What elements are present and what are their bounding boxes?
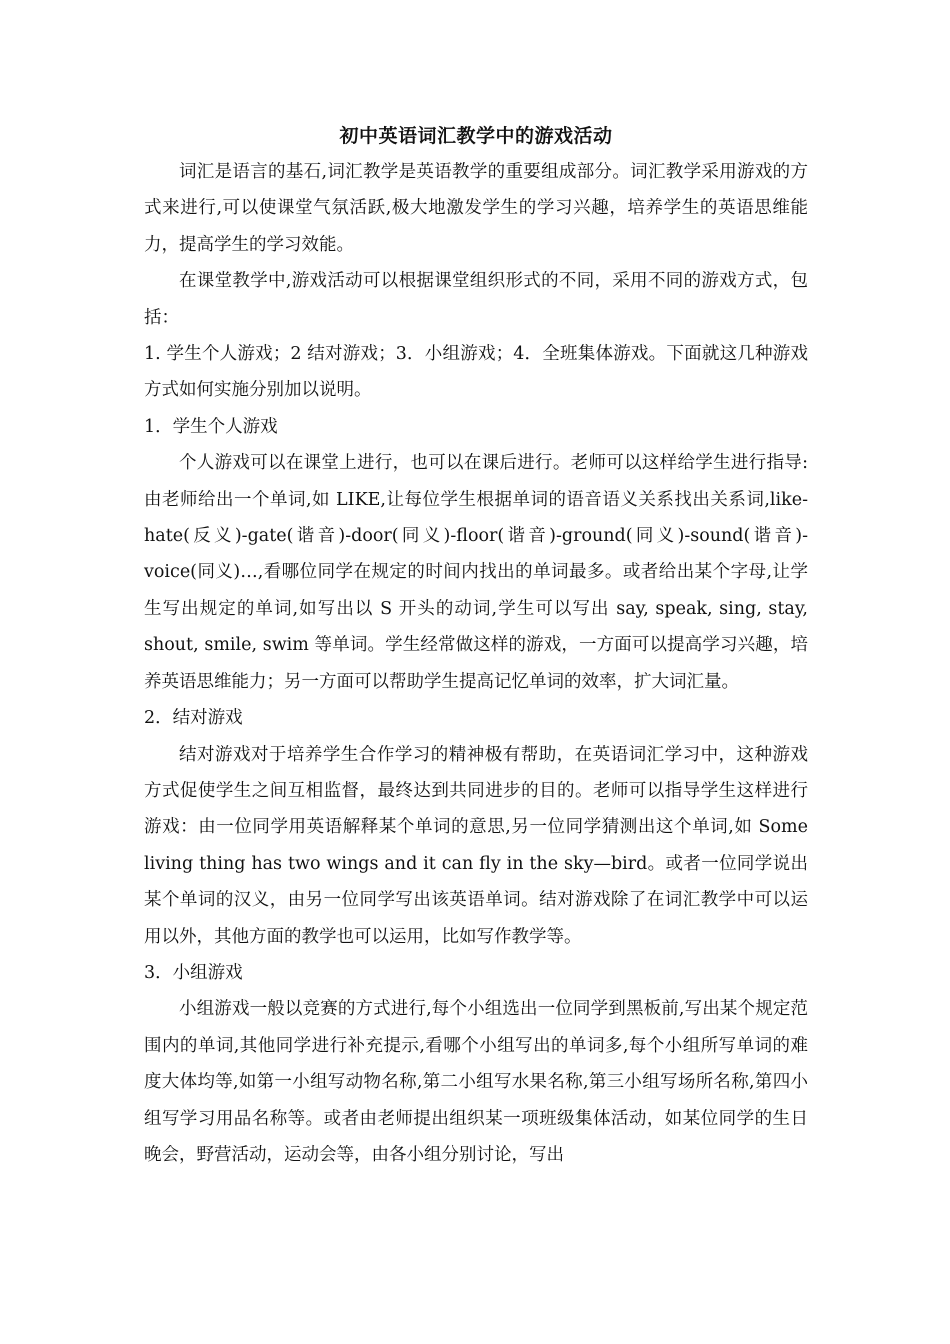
game-types-list: 1. 学生个人游戏；2 结对游戏；3．小组游戏；4．全班集体游戏。下面就这几种游戏方式如何实施分别加以说明。 [144, 344, 808, 401]
section-heading-individual: 1．学生个人游戏 [144, 416, 278, 437]
section-heading-pair: 2．结对游戏 [144, 708, 243, 729]
group-game-paragraph: 小组游戏一般以竞赛的方式进行,每个小组选出一位同学到黑板前,写出某个规定范围内的单词,其他同学进行补充提示,看哪个小组写出的单词多,每个小组所写单词的难度大体均等,如第一小组写动物名称,第二小组写水果名称,第三小组写场所名称,第四小组写学习用品名称等。或者由老师提出组织某一项班级集体活动，如某位同学的生日晚会，野营活动，运动会等，由各小组分别讨论，写出 [144, 999, 808, 1165]
classroom-paragraph: 在课堂教学中,游戏活动可以根据课堂组织形式的不同，采用不同的游戏方式，包括： [144, 271, 808, 328]
pair-game-paragraph: 结对游戏对于培养学生合作学习的精神极有帮助，在英语词汇学习中，这种游戏方式促使学生之间互相监督，最终达到共同进步的目的。老师可以指导学生这样进行游戏：由一位同学用英语解释某个单词的意思,另一位同学猜测出这个单词,如 Some living thing has two wings and it can fly in the sky—bird。或者一位同学说出某个单词的汉义，由另一位同学写出该英语单词。结对游戏除了在词汇教学中可以运用以外，其他方面的教学也可以运用，比如写作教学等。 [144, 744, 808, 947]
document-title: 初中英语词汇教学中的游戏活动 [339, 125, 613, 147]
individual-game-paragraph: 个人游戏可以在课堂上进行，也可以在课后进行。老师可以这样给学生进行指导:由老师给出一个单词,如 LIKE,让每位学生根据单词的语音语义关系找出关系词,like-hate(反义)-gate(谐音)-door(同义)-floor(谐音)-ground(同义)-sound(谐音)-voice(同义)…,看哪位同学在规定的时间内找出的单词最多。或者给出某个字母,让学生写出规定的单词,如写出以 S 开头的动词,学生可以写出 say, speak, sing, stay, shout, smile, swim 等单词。学生经常做这样的游戏，一方面可以提高学习兴趣，培养英语思维能力；另一方面可以帮助学生提高记忆单词的效率，扩大词汇量。 [144, 453, 808, 692]
document-page [144, 118, 808, 1173]
intro-paragraph: 词汇是语言的基石,词汇教学是英语教学的重要组成部分。词汇教学采用游戏的方式来进行,可以使课堂气氛活跃,极大地激发学生的学习兴趣，培养学生的英语思维能力，提高学生的学习效能。 [144, 162, 808, 255]
section-heading-group: 3．小组游戏 [144, 962, 243, 983]
